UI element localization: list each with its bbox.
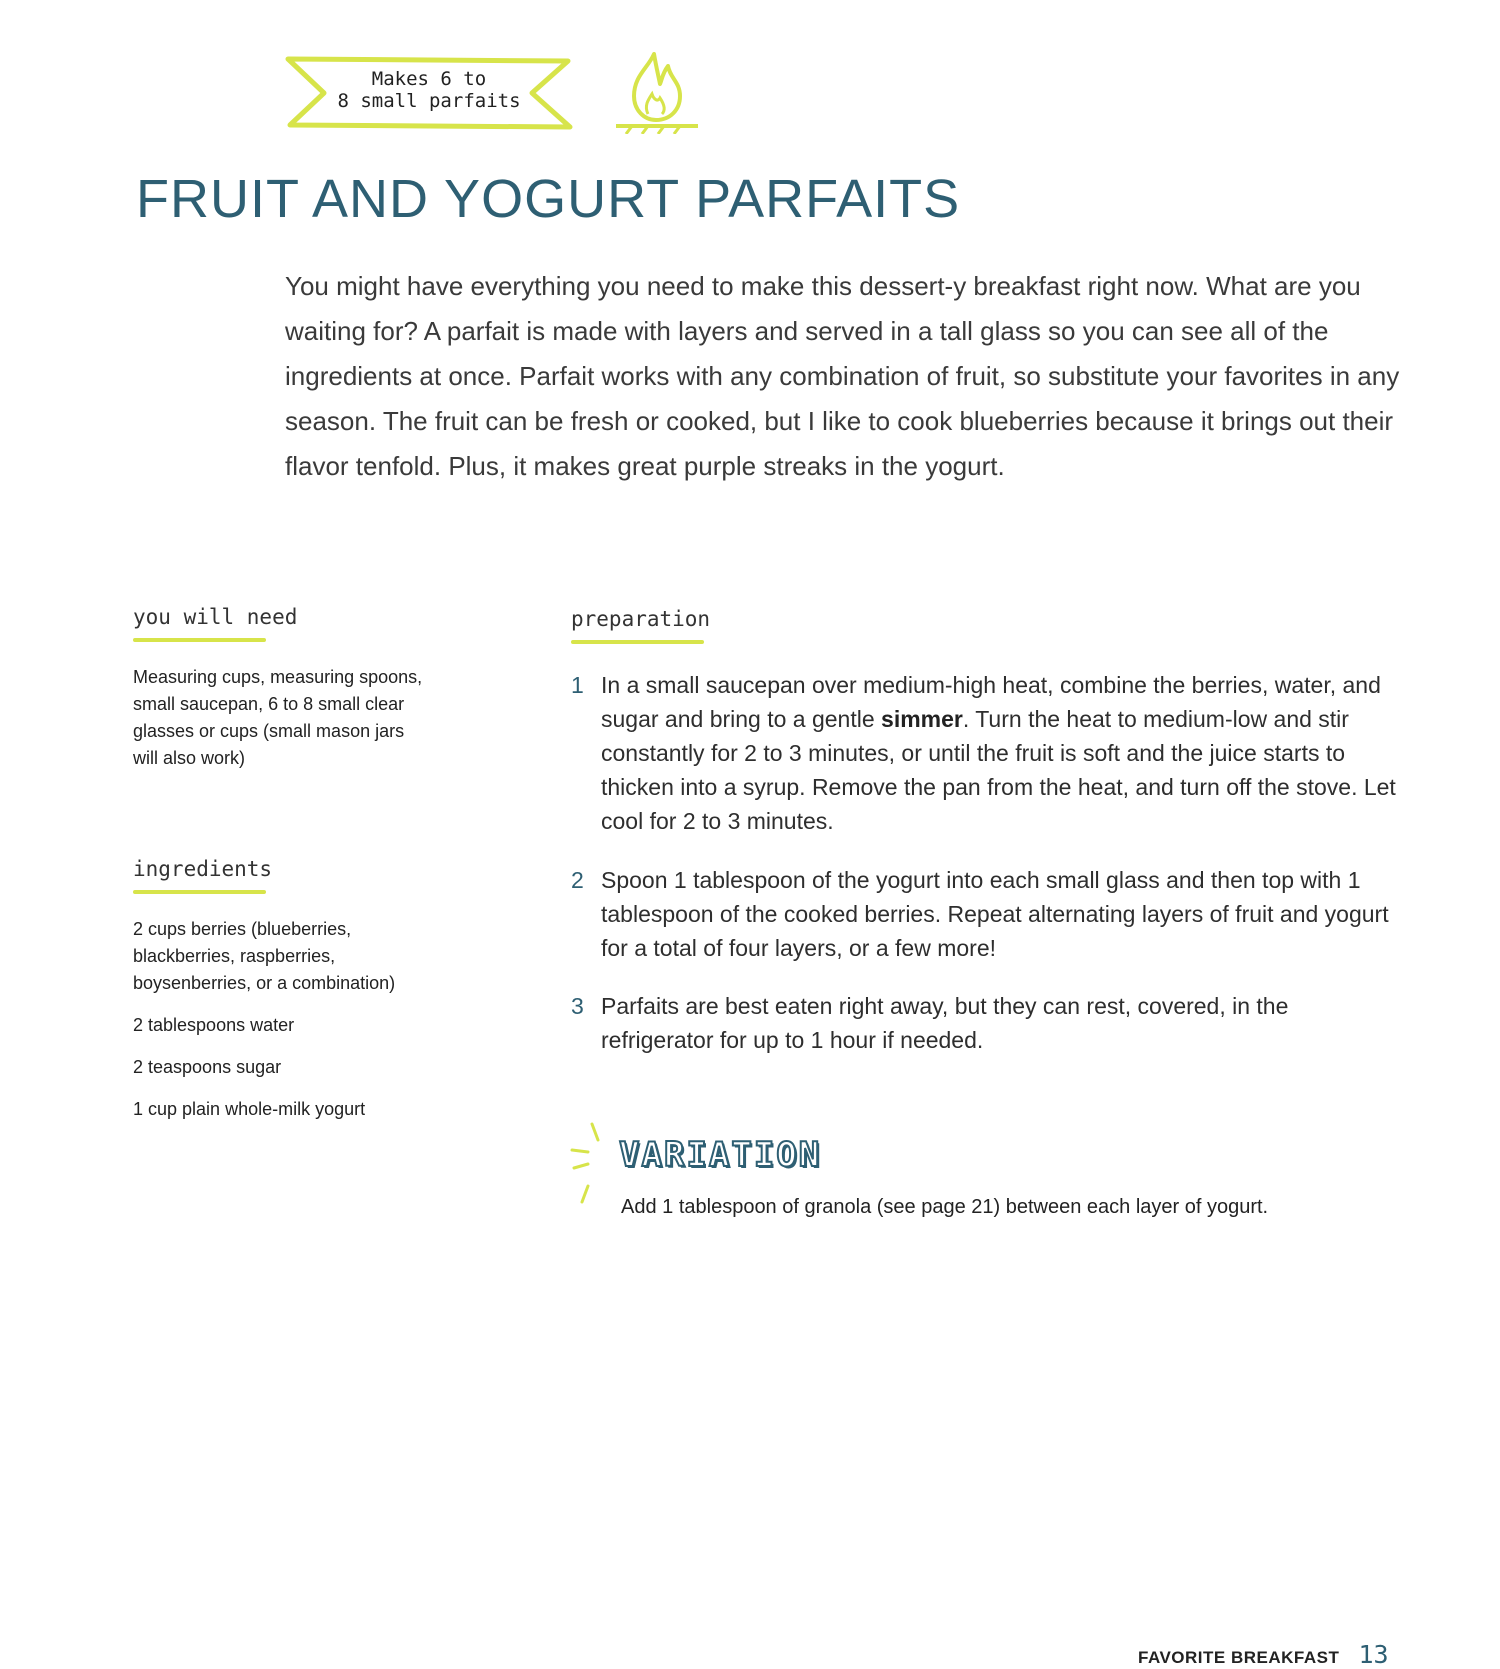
step-text: Parfaits are best eaten right away, but they can rest, covered, in the refrigerator for up to 1 hour if needed.: [601, 993, 1289, 1053]
step-text: Spoon 1 tablespoon of the yogurt into each small glass and then top with 1 tablespoon of the cooked berries. Repeat alternating layers of fruit and yogurt for a total of four layers, or a few more!: [601, 867, 1389, 961]
ingredient-item: 1 cup plain whole-milk yogurt: [133, 1099, 366, 1119]
variation-title: VARIATION: [619, 1135, 822, 1175]
heading-underline: [133, 890, 266, 894]
intro-paragraph: You might have everything you need to make this dessert-y breakfast right now. What are you waiting for? A parfait is made with layers and served in a tall glass so you can see all of the ingredients at once. Parfait works with any combination of fruit, so substitute your favorites in any season. The fruit can be fresh or cooked, but I like to cook blueberries because it brings out their flavor tenfold. Plus, it makes great purple streaks in the yogurt.: [285, 271, 1400, 481]
step-number: 2: [571, 867, 584, 893]
heading-underline: [133, 638, 266, 642]
ingredient-item: 2 tablespoons water: [133, 1015, 295, 1035]
ingredients-heading: ingredients: [133, 857, 273, 881]
preparation-heading: preparation: [571, 607, 711, 631]
serving-banner: [284, 55, 574, 131]
sparkle-icon: [566, 1120, 606, 1220]
section-label: FAVORITE BREAKFAST: [1138, 1648, 1340, 1667]
equipment-text: Measuring cups, measuring spoons, small saucepan, 6 to 8 small clear glasses or cups (small mason jars will also work): [133, 667, 423, 768]
step-text-start: In a small saucepan over medium-high heat, combine the berries, water, and sugar and bring to a gentle: [601, 672, 1381, 732]
ingredients-list: [133, 916, 433, 1138]
ingredient-item: 2 cups berries (blueberries, blackberries, raspberries, boysenberries, or a combination): [133, 919, 396, 993]
flame-icon: [612, 48, 702, 138]
step-text: [601, 668, 1401, 838]
serving-line-1: Makes 6 to: [371, 68, 487, 90]
ingredient-item: 2 teaspoons sugar: [133, 1057, 282, 1077]
step-number: 3: [571, 993, 584, 1019]
serving-line-2: 8 small parfaits: [337, 90, 521, 112]
step-number: 1: [571, 672, 584, 698]
variation-text: Add 1 tablespoon of granola (see page 21) between each layer of yogurt.: [621, 1196, 1269, 1218]
heading-underline: [571, 640, 704, 644]
recipe-title: FRUIT AND YOGURT PARFAITS: [136, 169, 961, 229]
page-number: 13: [1358, 1640, 1389, 1669]
recipe-intro: [285, 264, 1415, 489]
serving-text: [284, 68, 574, 112]
step-bold-term: simmer: [881, 706, 963, 732]
you-will-need-heading: you will need: [133, 605, 298, 629]
page-footer: [1138, 1640, 1389, 1669]
step-text-end: . Turn the heat to medium-low and stir constantly for 2 to 3 minutes, or until the fruit is soft and the juice starts to thicken into a syrup. Remove the pan from the heat, and turn off the stove. Let cool for 2 to 3 minutes.: [601, 706, 1396, 834]
